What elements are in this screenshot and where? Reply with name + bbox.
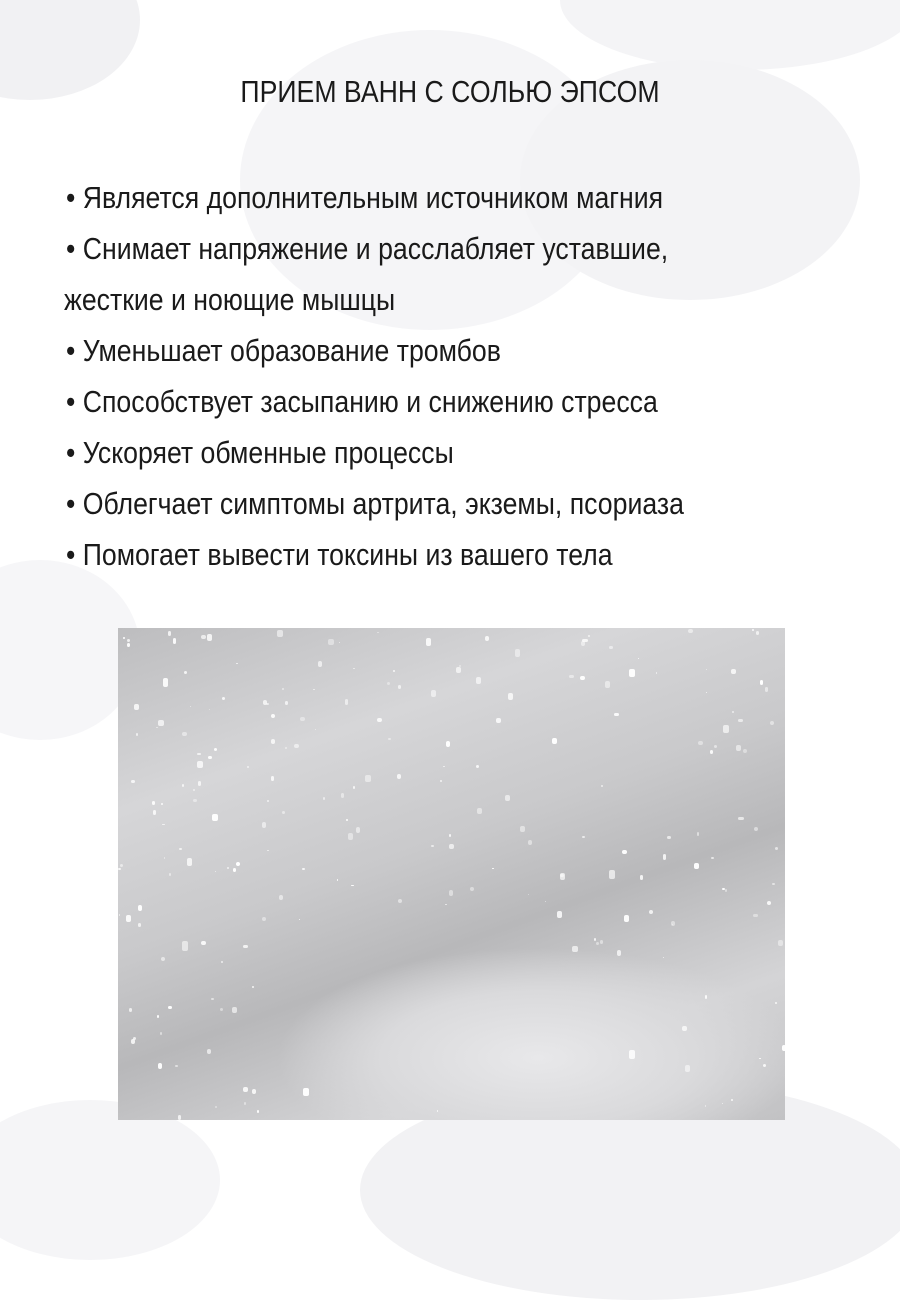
salt-crystal	[594, 938, 596, 941]
salt-crystal	[663, 854, 667, 859]
salt-crystal	[243, 1087, 248, 1092]
salt-crystal	[303, 1088, 309, 1096]
salt-crystal	[629, 1050, 635, 1058]
salt-crystal	[277, 630, 283, 637]
salt-crystal	[638, 658, 639, 659]
salt-crystal	[601, 785, 602, 786]
salt-crystal	[337, 879, 338, 881]
salt-crystal	[138, 923, 141, 926]
salt-crystal	[236, 862, 241, 866]
salt-crystal	[377, 632, 379, 633]
salt-crystal	[545, 901, 546, 902]
salt-crystal	[214, 748, 218, 751]
salt-crystal	[722, 1103, 723, 1104]
salt-crystal	[201, 635, 206, 638]
salt-crystal	[152, 801, 155, 805]
salt-crystal	[588, 635, 590, 637]
salt-crystal	[207, 634, 212, 641]
salt-crystal	[775, 847, 777, 849]
salt-crystal	[605, 681, 610, 688]
salt-crystal	[682, 1026, 687, 1031]
salt-crystal	[323, 797, 326, 800]
salt-crystal	[157, 1015, 159, 1018]
salt-crystal	[520, 826, 525, 832]
salt-crystal	[161, 803, 163, 805]
salt-crystal	[285, 747, 287, 748]
list-item: • Снимает напряжение и расслабляет уставшие,	[66, 231, 669, 266]
salt-crystal	[706, 692, 708, 693]
salt-crystal	[694, 863, 699, 869]
salt-crystal	[459, 665, 461, 666]
page-title: ПРИЕМ ВАНН С СОЛЬЮ ЭПСОМ	[240, 74, 660, 109]
salt-crystal	[582, 836, 585, 838]
salt-crystal	[426, 638, 431, 646]
salt-crystal	[161, 957, 166, 962]
salt-crystal	[271, 739, 274, 744]
salt-crystal	[267, 850, 268, 851]
salt-crystal	[614, 713, 619, 716]
salt-crystal	[207, 1049, 211, 1054]
salt-crystal	[198, 781, 201, 786]
salt-crystal	[760, 680, 763, 685]
salt-crystal	[182, 784, 184, 787]
salt-crystal	[688, 629, 693, 633]
list-item: • Помогает вывести токсины из вашего тела	[66, 537, 613, 572]
salt-crystal	[782, 1045, 785, 1051]
salt-crystal	[732, 711, 734, 713]
list-item: • Облегчает симптомы артрита, экземы, псориаза	[66, 486, 684, 521]
salt-crystal	[759, 1058, 761, 1059]
salt-crystal	[328, 639, 334, 645]
salt-crystal	[443, 766, 444, 768]
salt-crystal	[560, 874, 564, 877]
salt-crystal	[227, 867, 229, 869]
salt-crystal	[629, 669, 635, 677]
salt-crystal	[557, 911, 562, 918]
salt-crystal	[193, 799, 198, 802]
salt-crystal	[339, 642, 340, 644]
salt-crystal	[446, 741, 450, 747]
salt-crystal	[387, 682, 390, 685]
salt-crystal	[175, 1065, 178, 1067]
salt-crystal	[706, 669, 707, 670]
salt-crystal	[445, 904, 447, 905]
salt-crystal	[671, 921, 676, 926]
salt-crystal	[215, 1106, 216, 1108]
salt-crystal	[282, 811, 284, 814]
salt-crystal	[118, 868, 121, 870]
salt-crystal	[697, 832, 700, 836]
salt-crystal	[431, 845, 434, 847]
salt-crystal	[353, 668, 355, 669]
salt-crystal	[282, 688, 285, 690]
salt-crystal	[220, 1008, 223, 1011]
salt-crystal	[187, 858, 192, 866]
salt-crystal	[770, 721, 774, 725]
salt-crystal	[767, 901, 771, 905]
salt-crystal	[158, 1063, 162, 1069]
salt-crystal	[640, 875, 643, 880]
salt-crystal	[552, 738, 558, 744]
salt-crystal	[119, 914, 121, 916]
salt-crystal	[752, 629, 755, 631]
salt-crystal	[505, 795, 510, 801]
salt-crystal	[476, 677, 481, 684]
salt-crystal	[609, 646, 613, 649]
salt-crystal	[496, 718, 501, 723]
salt-crystal	[300, 717, 305, 722]
salt-crystal	[515, 649, 520, 657]
salt-crystal	[120, 864, 123, 867]
salt-crystal	[123, 637, 125, 639]
salt-crystal	[698, 741, 703, 745]
salt-crystal	[754, 827, 758, 831]
salt-crystal	[711, 857, 714, 859]
salt-crystal	[233, 868, 236, 871]
salt-crystal	[449, 834, 451, 837]
salt-crystal	[456, 667, 461, 673]
salt-crystal	[346, 819, 348, 821]
salt-crystal	[731, 669, 736, 674]
salt-crystal	[572, 946, 578, 951]
salt-crystal	[197, 753, 200, 755]
salt-crystal	[247, 766, 249, 769]
salt-crystal	[163, 678, 169, 686]
salt-crystal	[131, 780, 135, 783]
salt-crystal	[201, 941, 205, 944]
salt-crystal	[753, 914, 758, 917]
list-item: • Способствует засыпанию и снижению стресса	[66, 384, 658, 419]
salt-crystal	[134, 704, 139, 710]
salt-crystal	[262, 917, 266, 922]
salt-crystal	[164, 857, 166, 859]
salt-crystal	[182, 941, 188, 950]
salt-crystal	[600, 940, 603, 944]
salt-crystal	[162, 824, 164, 825]
salt-crystal	[179, 848, 182, 850]
salt-crystal	[492, 868, 494, 869]
list-item: • Уменьшает образование тромбов	[66, 333, 501, 368]
salt-crystal	[714, 745, 717, 747]
salt-crystal	[173, 638, 177, 643]
salt-crystal	[365, 775, 371, 782]
salt-crystal	[252, 1089, 256, 1094]
salt-crystal	[252, 986, 254, 988]
salt-crystal	[398, 685, 402, 690]
salt-crystal	[302, 868, 305, 870]
salt-crystal	[348, 833, 353, 839]
salt-crystal	[209, 709, 210, 710]
salt-crystal	[178, 1115, 181, 1120]
salt-crystal	[772, 883, 775, 885]
salt-crystal	[127, 643, 130, 647]
salt-crystal	[156, 727, 158, 728]
salt-crystal	[158, 720, 163, 726]
salt-crystal	[243, 945, 249, 949]
salt-crystal	[299, 919, 300, 920]
salt-crystal	[221, 961, 223, 962]
salt-crystal	[193, 789, 195, 791]
salt-crystal	[262, 822, 266, 828]
salt-crystal	[705, 995, 707, 998]
salt-crystal	[685, 1065, 690, 1072]
list-item: • Является дополнительным источником магния	[66, 180, 664, 215]
salt-crystal	[169, 873, 171, 876]
salt-crystal	[763, 1064, 766, 1067]
salt-crystal	[182, 732, 187, 736]
salt-crystal	[431, 690, 436, 697]
salt-crystal	[294, 744, 299, 747]
salt-crystal	[271, 776, 274, 780]
salt-crystal	[508, 693, 513, 700]
salt-crystal	[622, 850, 627, 854]
salt-crystal	[738, 719, 743, 722]
salt-crystal	[313, 689, 315, 690]
salt-crystal	[624, 915, 629, 923]
salt-crystal	[212, 814, 218, 822]
salt-crystal	[208, 756, 212, 760]
salt-crystal	[449, 890, 453, 896]
salt-crystal	[351, 885, 353, 886]
salt-crystal	[398, 899, 402, 903]
salt-crystal	[778, 940, 783, 945]
salt-crystal	[138, 905, 143, 911]
salt-crystal	[596, 942, 598, 944]
salt-crystal	[723, 725, 729, 733]
salt-crystal	[528, 894, 529, 895]
salt-crystal	[318, 661, 322, 667]
salt-crystal	[127, 639, 129, 641]
salt-crystal	[353, 786, 355, 789]
salt-crystal	[129, 1008, 132, 1012]
salt-crystal	[609, 870, 615, 879]
salt-crystal	[197, 761, 203, 768]
salt-crystal	[569, 675, 574, 679]
salt-crystal	[126, 915, 131, 923]
salt-crystal	[649, 910, 653, 914]
salt-crystal	[236, 663, 238, 664]
salt-crystal	[153, 810, 156, 815]
list-item: • Ускоряет обменные процессы	[66, 435, 454, 470]
salt-crystal	[738, 817, 744, 820]
salt-crystal	[285, 701, 288, 705]
salt-crystal	[476, 765, 479, 767]
salt-crystal	[617, 950, 621, 956]
salt-crystal	[667, 836, 671, 840]
salt-crystal	[449, 844, 454, 849]
salt-crystal	[279, 895, 283, 900]
salt-crystal	[756, 631, 759, 634]
salt-crystal	[470, 887, 474, 891]
salt-crystal	[136, 733, 138, 737]
salt-crystal	[271, 714, 275, 718]
salt-crystal	[211, 998, 214, 1000]
salt-crystal	[393, 670, 395, 672]
salt-crystal	[528, 840, 531, 845]
salt-crystal	[345, 699, 349, 705]
salt-crystal	[725, 889, 727, 891]
salt-crystal	[437, 1110, 439, 1112]
list-item: жесткие и ноющие мышцы	[64, 282, 396, 317]
benefits-list	[66, 172, 900, 580]
salt-crystal	[705, 1105, 707, 1107]
salt-crystal	[168, 631, 172, 636]
salt-crystal	[232, 1007, 237, 1013]
salt-crystal	[485, 636, 490, 641]
salt-crystal	[257, 1110, 260, 1114]
salt-crystal	[440, 780, 442, 782]
salt-crystal	[168, 1006, 172, 1009]
salt-crystal	[710, 750, 713, 754]
salt-crystal	[190, 706, 192, 707]
salt-crystal	[581, 641, 584, 646]
salt-crystal	[765, 687, 768, 692]
salt-crystal	[477, 808, 482, 814]
salt-crystal	[377, 718, 381, 722]
salt-crystal	[580, 676, 585, 680]
salt-crystal	[263, 700, 267, 704]
salt-crystal	[244, 1102, 246, 1105]
salt-crystal	[356, 827, 360, 833]
salt-crystal	[388, 738, 391, 740]
salt-crystal	[315, 729, 316, 730]
salt-crystal	[184, 671, 187, 674]
salt-crystal	[222, 697, 224, 700]
salt-crystal	[743, 749, 748, 752]
salt-crystal	[215, 871, 216, 872]
salt-crystal	[397, 774, 401, 779]
epsom-salt-photo	[118, 628, 785, 1120]
salt-crystal	[267, 800, 269, 802]
salt-crystal	[775, 1002, 777, 1004]
salt-crystal	[341, 793, 345, 797]
salt-crystal	[656, 672, 657, 674]
salt-crystal	[731, 1099, 732, 1101]
salt-crystal	[736, 745, 741, 751]
salt-crystal	[131, 1039, 135, 1044]
salt-crystal	[663, 957, 664, 958]
salt-crystal	[160, 1032, 162, 1035]
